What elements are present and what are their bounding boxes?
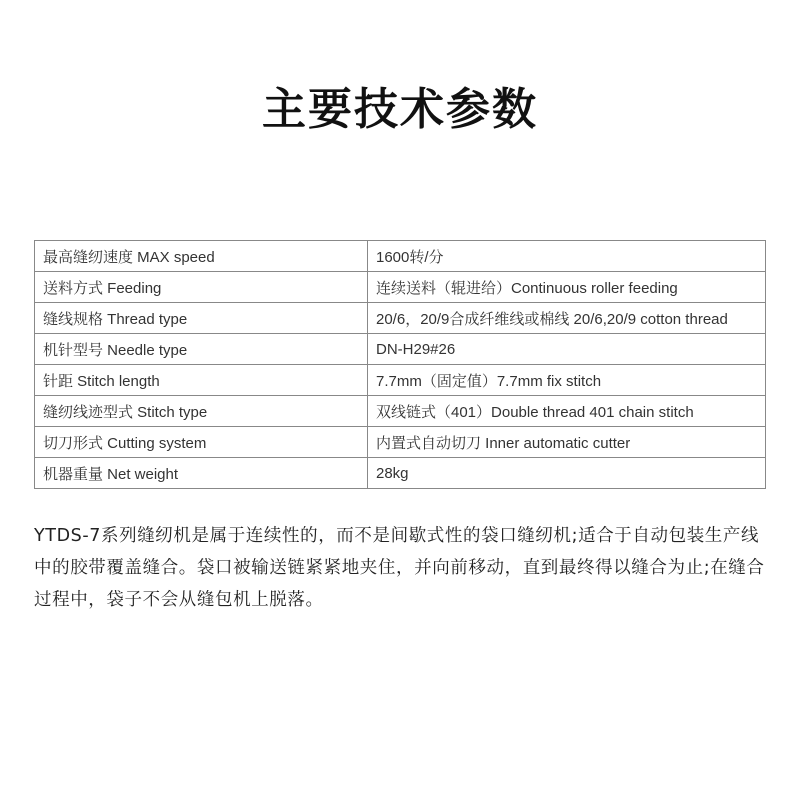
table-row: [35, 396, 766, 427]
spec-value: 1600转/分: [368, 241, 766, 272]
spec-value: 20/6，20/9合成纤维线或棉线 20/6,20/9 cotton thread: [368, 303, 766, 334]
table-row: [35, 334, 766, 365]
spec-label: 缝纫线迹型式 Stitch type: [35, 396, 368, 427]
spec-value: 28kg: [368, 458, 766, 489]
spec-label: 缝线规格 Thread type: [35, 303, 368, 334]
table-row: [35, 241, 766, 272]
spec-label: 切刀形式 Cutting system: [35, 427, 368, 458]
spec-value: 7.7mm（固定值）7.7mm fix stitch: [368, 365, 766, 396]
spec-value: 连续送料（辊进给）Continuous roller feeding: [368, 272, 766, 303]
table-row: [35, 272, 766, 303]
spec-value: 双线链式（401）Double thread 401 chain stitch: [368, 396, 766, 427]
description-paragraph: YTDS-7系列缝纫机是属于连续性的，而不是间歇式性的袋口缝纫机;适合于自动包装生产线中的胶带覆盖缝合。袋口被输送链紧紧地夹住，并向前移动，直到最终得以缝合为止;在缝合过程中，袋子不会从缝包机上脱落。: [34, 526, 765, 610]
table-row: [35, 303, 766, 334]
spec-value: 内置式自动切刀 Inner automatic cutter: [368, 427, 766, 458]
spec-table: [34, 240, 766, 489]
spec-label: 机器重量 Net weight: [35, 458, 368, 489]
table-row: [35, 365, 766, 396]
spec-label: 针距 Stitch length: [35, 365, 368, 396]
spec-value: DN-H29#26: [368, 334, 766, 365]
spec-label: 送料方式 Feeding: [35, 272, 368, 303]
page-title: 主要技术参数: [262, 84, 538, 135]
spec-label: 机针型号 Needle type: [35, 334, 368, 365]
table-row: [35, 458, 766, 489]
spec-label: 最高缝纫速度 MAX speed: [35, 241, 368, 272]
table-row: [35, 427, 766, 458]
